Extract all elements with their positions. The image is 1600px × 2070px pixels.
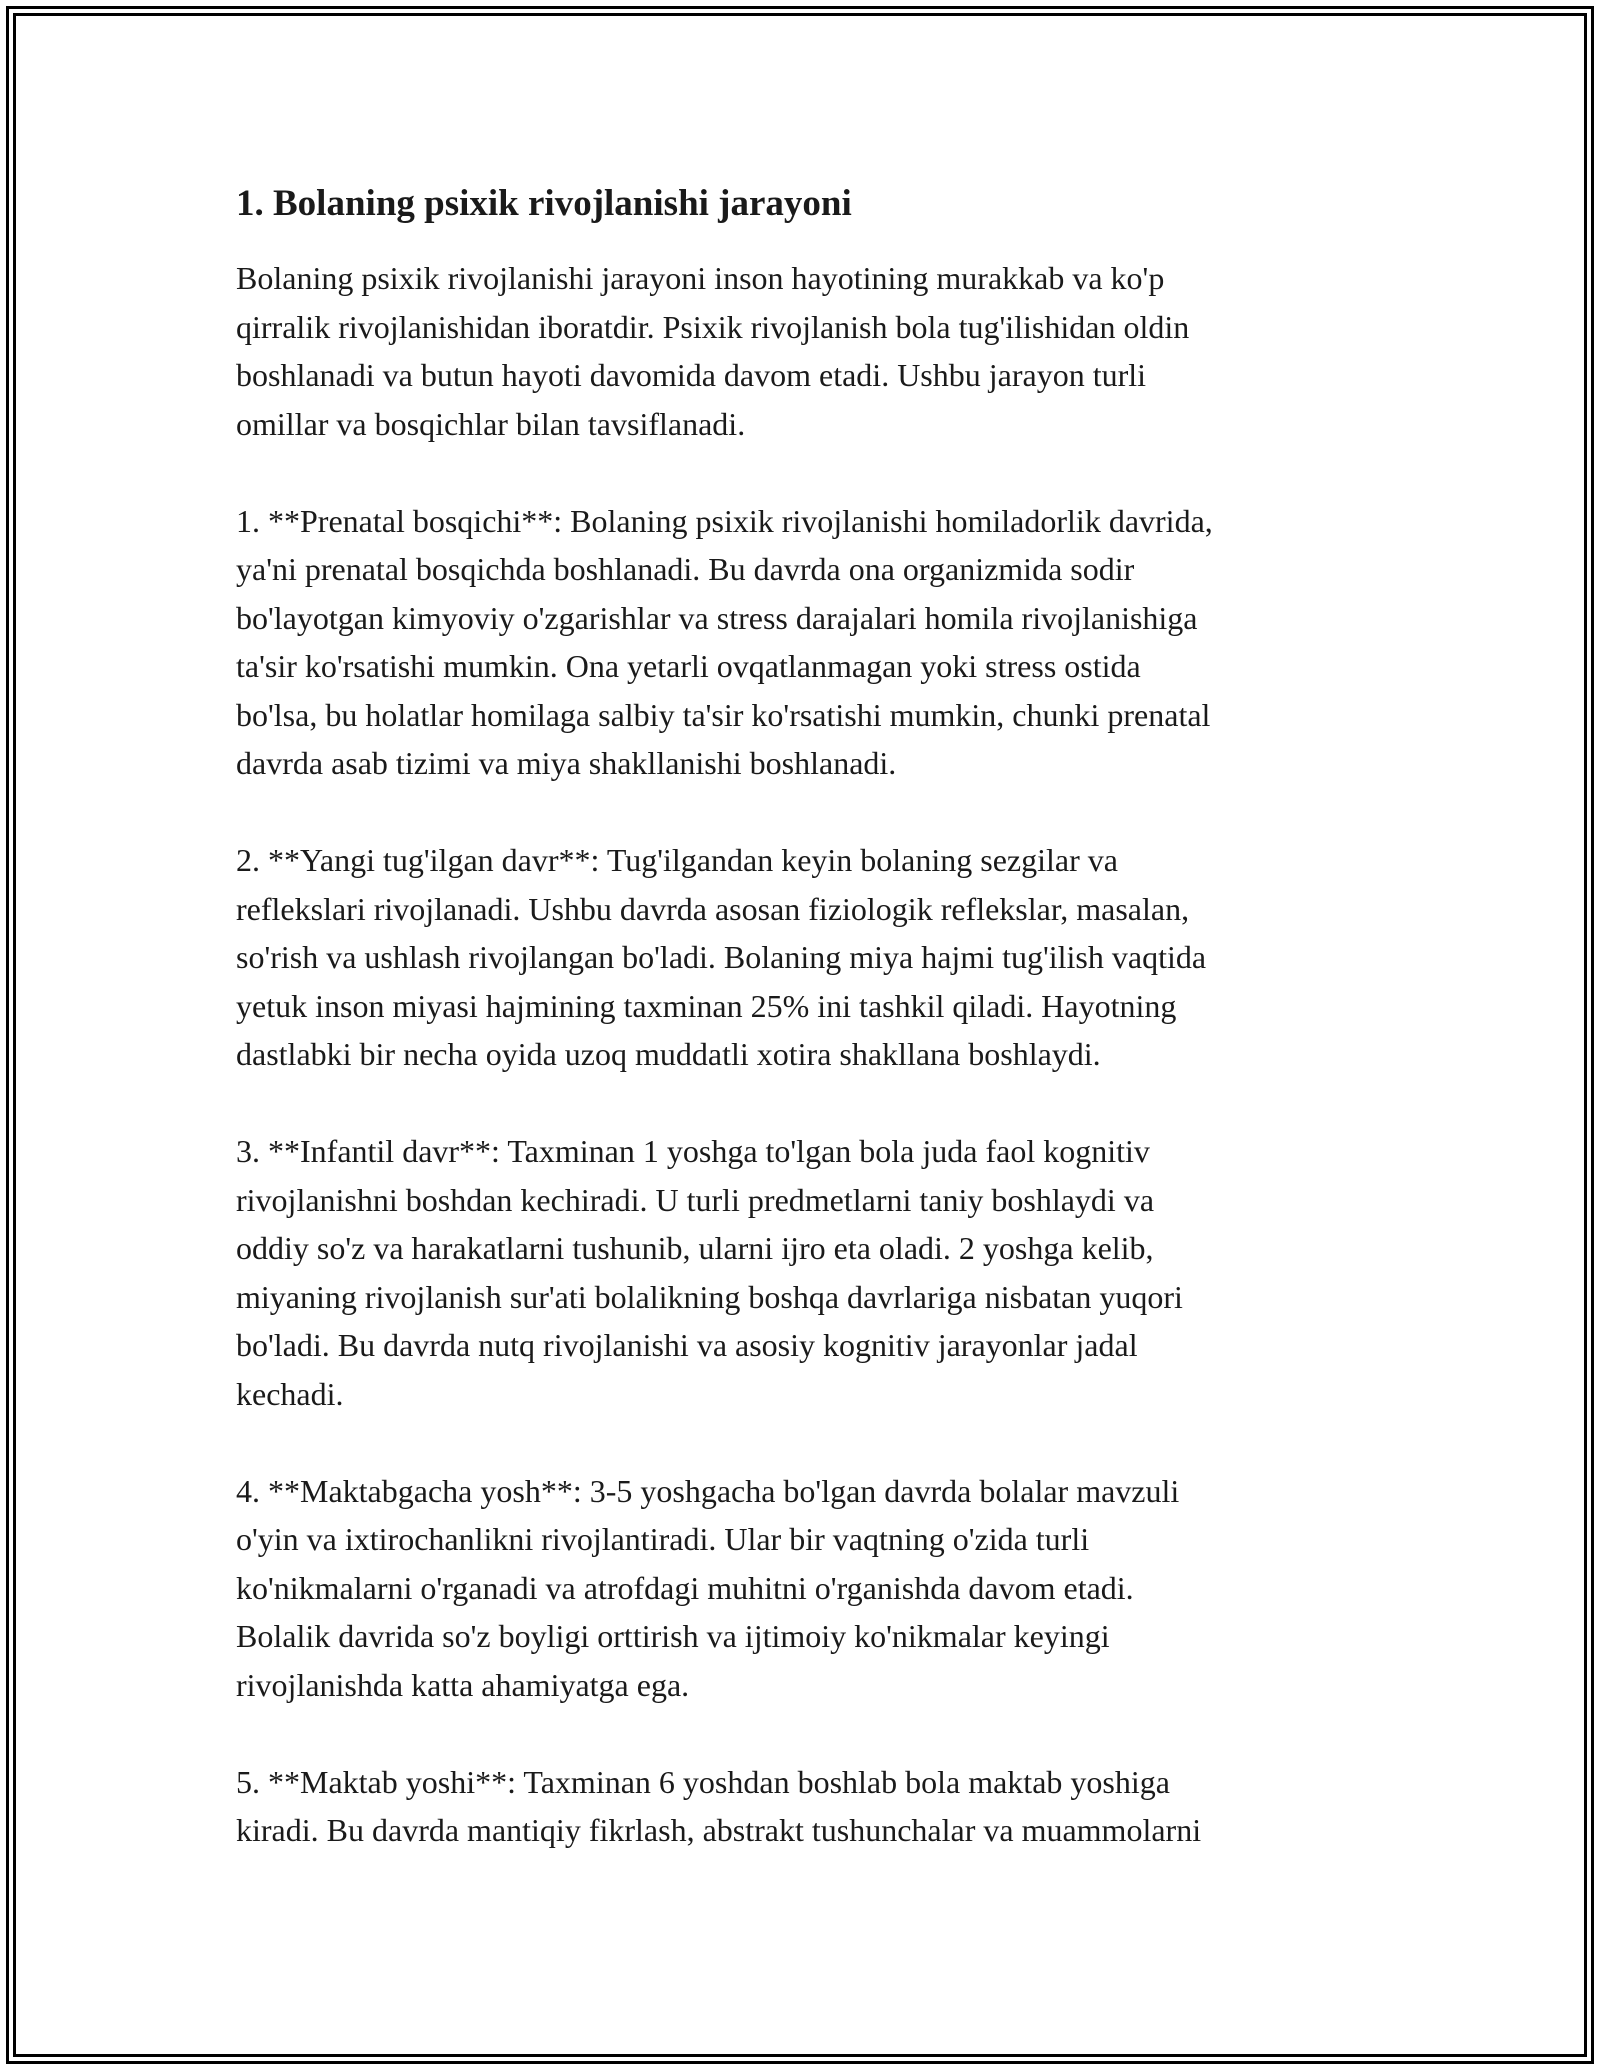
text-line: 4. **Maktabgacha yosh**: 3-5 yoshgacha bo'lgan davrda bolalar mavzuli <box>236 1472 1180 1509</box>
text-line: 3. **Infantil davr**: Taxminan 1 yoshga to'lgan bola juda faol kognitiv <box>236 1133 1150 1170</box>
text-line: Bolalik davrida so'z boyligi orttirish va ijtimoiy ko'nikmalar keyingi <box>236 1618 1110 1655</box>
text-line: reflekslari rivojlanadi. Ushbu davrda asosan fiziologik reflekslar, masalan, <box>236 890 1190 927</box>
text-line: omillar va bosqichlar bilan tavsiflanadi. <box>236 405 746 442</box>
infantile-paragraph <box>236 1127 1386 1418</box>
text-line: bo'ladi. Bu davrda nutq rivojlanishi va asosiy kognitiv jarayonlar jadal <box>236 1327 1138 1364</box>
text-line: so'rish va ushlash rivojlangan bo'ladi. Bolaning miya hajmi tug'ilish vaqtida <box>236 939 1207 976</box>
text-line: bo'layotgan kimyoviy o'zgarishlar va stress darajalari homila rivojlanishiga <box>236 599 1198 636</box>
text-line: oddiy so'z va harakatlarni tushunib, ularni ijro eta oladi. 2 yoshga kelib, <box>236 1230 1154 1267</box>
text-line: 5. **Maktab yoshi**: Taxminan 6 yoshdan boshlab bola maktab yoshiga <box>236 1763 1170 1800</box>
text-line: qirralik rivojlanishidan iboratdir. Psixik rivojlanish bola tug'ilishidan oldin <box>236 308 1190 345</box>
text-line: ya'ni prenatal bosqichda boshlanadi. Bu davrda ona organizmida sodir <box>236 551 1135 588</box>
newborn-paragraph <box>236 836 1386 1079</box>
text-line: kiradi. Bu davrda mantiqiy fikrlash, abstrakt tushunchalar va muammolarni <box>236 1812 1202 1849</box>
text-line: kechadi. <box>236 1375 344 1412</box>
text-line: rivojlanishda katta ahamiyatga ega. <box>236 1666 690 1703</box>
text-line: yetuk inson miyasi hajmining taxminan 25% ini tashkil qiladi. Hayotning <box>236 987 1177 1024</box>
text-line: rivojlanishni boshdan kechiradi. U turli predmetlarni taniy boshlaydi va <box>236 1181 1155 1218</box>
text-line: miyaning rivojlanish sur'ati bolalikning boshqa davrlariga nisbatan yuqori <box>236 1278 1183 1315</box>
text-line: o'yin va ixtirochanlikni rivojlantiradi. Ular bir vaqtning o'zida turli <box>236 1521 1090 1558</box>
intro-paragraph <box>236 254 1386 448</box>
school-age-paragraph <box>236 1758 1386 1855</box>
text-line: 1. **Prenatal bosqichi**: Bolaning psixik rivojlanishi homiladorlik davrida, <box>236 502 1213 539</box>
section-heading: 1. Bolaning psixik rivojlanishi jarayoni <box>236 183 852 224</box>
text-line: ko'nikmalarni o'rganadi va atrofdagi muhitni o'rganishda davom etadi. <box>236 1569 1134 1606</box>
prenatal-paragraph <box>236 497 1386 788</box>
text-line: bo'lsa, bu holatlar homilaga salbiy ta'sir ko'rsatishi mumkin, chunki prenatal <box>236 696 1211 733</box>
preschool-paragraph <box>236 1467 1386 1710</box>
text-line: davrda asab tizimi va miya shakllanishi boshlanadi. <box>236 745 897 782</box>
text-line: boshlanadi va butun hayoti davomida davom etadi. Ushbu jarayon turli <box>236 357 1147 394</box>
text-line: ta'sir ko'rsatishi mumkin. Ona yetarli ovqatlanmagan yoki stress ostida <box>236 648 1141 685</box>
text-line: 2. **Yangi tug'ilgan davr**: Tug'ilgandan keyin bolaning sezgilar va <box>236 842 1118 879</box>
document-body <box>236 180 1386 1903</box>
text-line: dastlabki bir necha oyida uzoq muddatli xotira shakllana boshlaydi. <box>236 1036 1101 1073</box>
text-line: Bolaning psixik rivojlanishi jarayoni inson hayotining murakkab va ko'p <box>236 260 1165 297</box>
